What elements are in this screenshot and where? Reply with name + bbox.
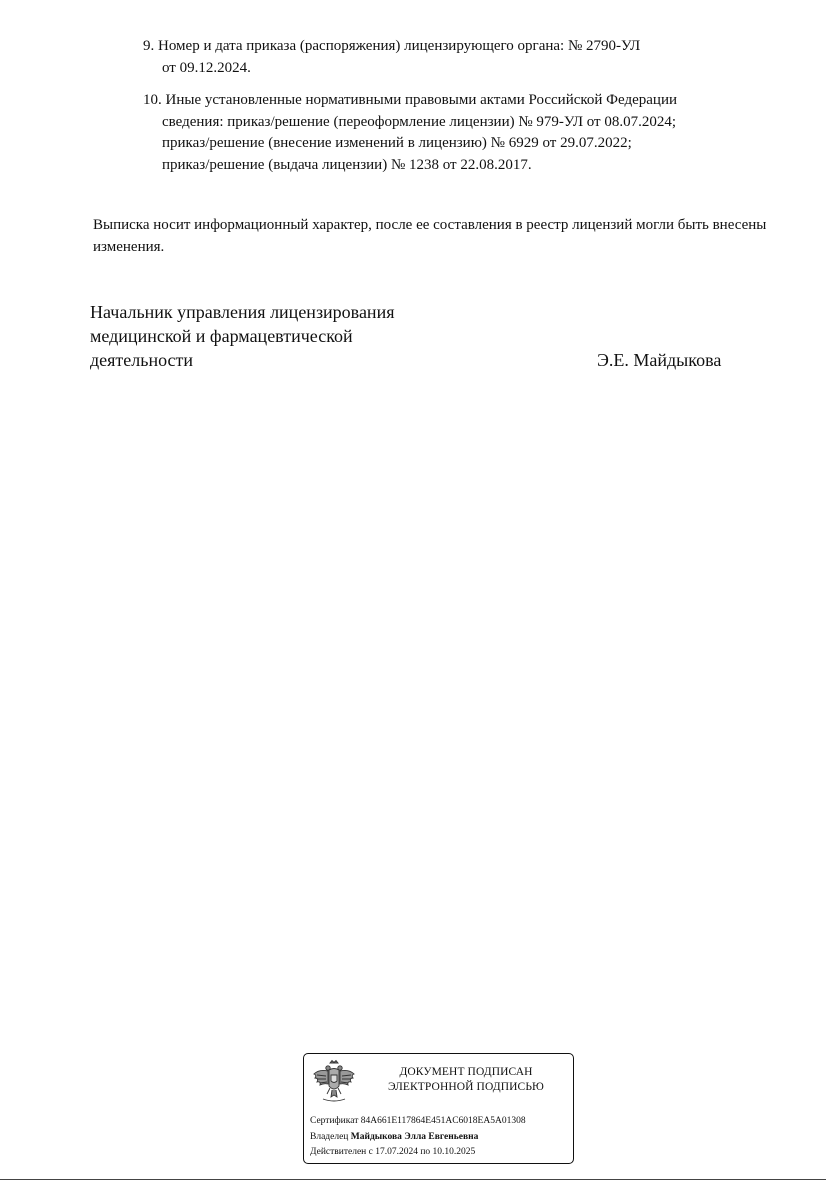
list-item-10 [143,90,677,176]
owner-label: Владелец [310,1131,349,1142]
stamp-heading-line: ЭЛЕКТРОННОЙ ПОДПИСЬЮ [388,1081,544,1093]
list-item-9 [143,36,640,79]
validity-label: Действителен [310,1147,367,1157]
validity-period: с 17.07.2024 по 10.10.2025 [368,1147,476,1157]
stamp-heading [366,1065,566,1095]
certificate-label: Сертификат [310,1116,359,1126]
list-item-text: Номер и дата приказа (распоряжения) лицензирующего органа: № 2790-УЛ [158,38,641,54]
list-item-text: сведения: приказ/решение (переоформление лицензии) № 979-УЛ от 08.07.2024; [162,113,677,130]
certificate-number: 84A661E117864E451AC6018EA5A01308 [360,1116,526,1126]
owner-row [310,1130,526,1146]
validity-row [310,1145,526,1161]
list-item-number: 9. [143,38,155,54]
signer-position-line: Начальник управления лицензирования [90,302,395,322]
list-item-text: Иные установленные нормативными правовыми актами Российской Федерации [165,92,678,108]
list-item-text: приказ/решение (выдача лицензии) № 1238 от 22.08.2017. [162,156,532,173]
coat-of-arms-icon [311,1059,357,1103]
disclaimer-note: Выписка носит информационный характер, после ее составления в реестр лицензий могли быть внесены изменения. [93,217,767,255]
signer-position [90,300,394,372]
list-item-number: 10. [143,92,162,108]
stamp-details [310,1114,526,1161]
certificate-row [310,1114,526,1130]
list-item-text: от 09.12.2024. [162,59,251,76]
electronic-signature-stamp [303,1053,574,1164]
stamp-heading-line: ДОКУМЕНТ ПОДПИСАН [399,1066,533,1078]
signer-name: Э.Е. Майдыкова [597,350,722,370]
page-bottom-divider [0,1179,826,1180]
signer-position-line: медицинской и фармацевтической [90,326,353,346]
signer-position-line: деятельности [90,350,194,370]
owner-name: Майдыкова Элла Евгеньевна [350,1131,479,1142]
list-item-text: приказ/решение (внесение изменений в лицензию) № 6929 от 29.07.2022; [162,135,632,151]
